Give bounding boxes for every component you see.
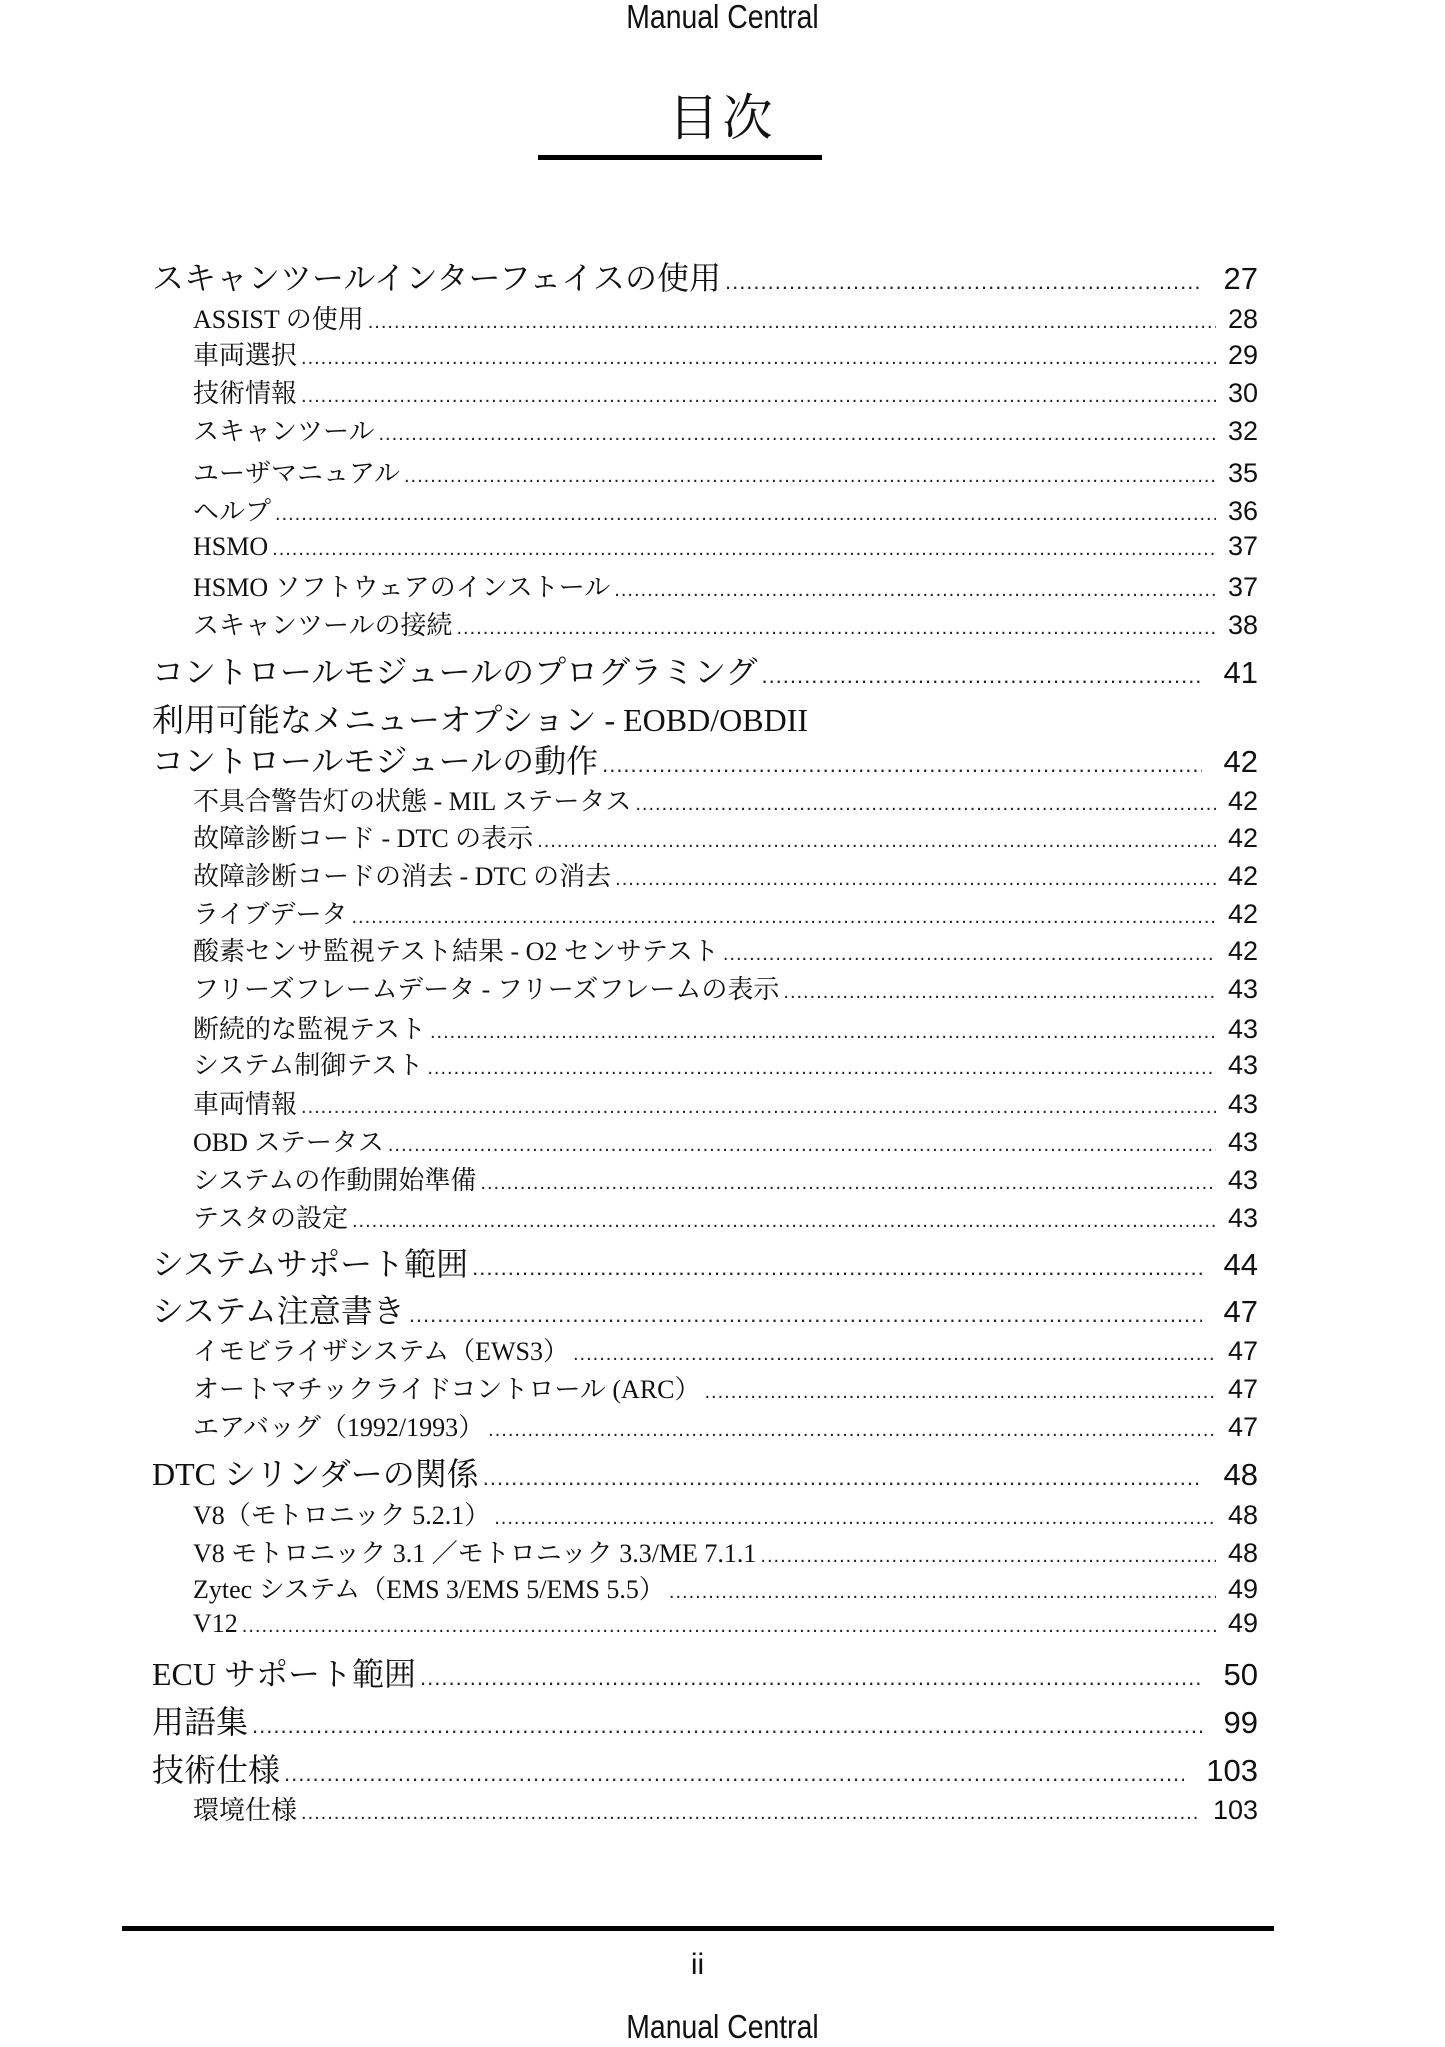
dot-leader <box>602 745 1201 785</box>
toc-entry-label: ECU サポート範囲 <box>152 1656 417 1692</box>
dot-leader <box>378 417 1215 451</box>
dot-leader <box>409 1295 1202 1335</box>
toc-entry-label: 技術仕様 <box>152 1752 281 1788</box>
dot-leader <box>252 1706 1202 1746</box>
dot-leader <box>351 900 1216 934</box>
toc-entry-label: イモビライザシステム（EWS3） <box>193 1337 569 1366</box>
toc-entry-page: 103 <box>1206 1753 1258 1788</box>
toc-entry-label: Zytec システム（EMS 3/EMS 5/EMS 5.5） <box>193 1575 665 1604</box>
toc-entry-page: 43 <box>1227 1089 1258 1119</box>
toc-entry-page: 42 <box>1227 861 1258 891</box>
toc-entry[interactable] <box>193 1606 1258 1640</box>
dot-leader <box>420 1658 1202 1698</box>
toc-entry[interactable] <box>193 784 1258 818</box>
toc-entry-page: 47 <box>1227 1412 1258 1442</box>
toc-entry-page: 43 <box>1227 1014 1258 1044</box>
toc-entry-page: 49 <box>1227 1608 1258 1638</box>
dot-leader <box>705 1375 1216 1409</box>
dot-leader <box>480 1166 1216 1200</box>
dot-leader <box>368 305 1216 339</box>
toc-entry-page: 36 <box>1227 496 1258 526</box>
toc-entry[interactable] <box>193 1201 1258 1235</box>
toc-entry-page: 44 <box>1223 1247 1258 1282</box>
dot-leader <box>404 459 1216 493</box>
toc-entry-label: 故障診断コードの消去 - DTC の消去 <box>193 862 612 891</box>
dot-leader <box>761 656 1201 696</box>
toc-entry-page: 41 <box>1223 655 1258 690</box>
toc-entry[interactable] <box>193 1572 1258 1606</box>
toc-entry-page: 30 <box>1227 378 1258 408</box>
toc-entry-label: 車両情報 <box>193 1090 298 1119</box>
page-footer-brand: Manual Central <box>626 2008 819 2045</box>
toc-entry-label: 環境仕様 <box>193 1796 298 1825</box>
toc-entry-page: 47 <box>1227 1374 1258 1404</box>
dot-leader <box>456 611 1215 645</box>
toc-entry[interactable] <box>193 494 1258 528</box>
toc-entry-label: V8 モトロニック 3.1 ／モトロニック 3.3/ME 7.1.1 <box>193 1539 757 1568</box>
toc-entry[interactable] <box>152 1702 1258 1742</box>
toc-entry[interactable] <box>152 741 1258 781</box>
dot-leader <box>494 1501 1216 1535</box>
toc-entry-page: 43 <box>1227 1203 1258 1233</box>
toc-entry-label: テスタの設定 <box>193 1204 348 1233</box>
toc-entry-label: DTC シリンダーの関係 <box>152 1456 479 1492</box>
dot-leader <box>783 975 1216 1009</box>
toc-entry[interactable] <box>193 456 1258 490</box>
dot-leader <box>635 787 1216 821</box>
dot-leader <box>427 1051 1216 1085</box>
toc-entry-label: 利用可能なメニューオプション - EOBD/OBDII <box>152 702 809 738</box>
toc-entry[interactable] <box>193 972 1258 1006</box>
dot-leader <box>275 497 1216 531</box>
toc-entry-label: 技術情報 <box>193 379 298 408</box>
toc-entry[interactable] <box>152 700 1258 740</box>
toc-entry[interactable] <box>193 338 1258 372</box>
toc-title: 目次 <box>668 89 777 147</box>
toc-entry[interactable] <box>193 1793 1258 1827</box>
toc-entry[interactable] <box>193 414 1258 448</box>
toc-entry-page: 29 <box>1227 340 1258 370</box>
dot-leader <box>483 1458 1202 1498</box>
toc-entry-label: フリーズフレームデータ - フリーズフレームの表示 <box>193 975 780 1004</box>
dot-leader <box>760 1539 1216 1573</box>
toc-entry[interactable] <box>152 258 1258 298</box>
toc-entry[interactable] <box>193 897 1258 931</box>
toc-entry-label: コントロールモジュールの動作 <box>152 743 599 779</box>
toc-entry-label: 不具合警告灯の状態 - MIL ステータス <box>193 787 632 816</box>
toc-entry-label: システムの作動開始準備 <box>193 1166 477 1195</box>
toc-entry[interactable] <box>193 376 1258 410</box>
toc-entry[interactable] <box>152 1654 1258 1694</box>
toc-entry-page: 103 <box>1212 1795 1258 1825</box>
dot-leader <box>352 1204 1216 1238</box>
toc-entry-page: 47 <box>1227 1336 1258 1366</box>
toc-entry-label: ヘルプ <box>193 497 272 526</box>
toc-entry[interactable] <box>193 1125 1258 1159</box>
dot-leader <box>272 532 1216 566</box>
toc-entry[interactable] <box>193 1536 1258 1570</box>
dot-leader <box>388 1128 1216 1162</box>
toc-entry-label: HSMO ソフトウェアのインストール <box>193 573 611 602</box>
toc-entry-page: 38 <box>1227 610 1258 640</box>
toc-entry[interactable] <box>193 570 1258 604</box>
toc-entry[interactable] <box>152 1454 1258 1494</box>
dot-leader <box>615 862 1216 896</box>
toc-entry-page: 48 <box>1227 1500 1258 1530</box>
toc-entry-label: 故障診断コード - DTC の表示 <box>193 824 534 853</box>
toc-entry-page: 43 <box>1227 1050 1258 1080</box>
dot-leader <box>669 1575 1216 1609</box>
toc-entry-page: 42 <box>1227 936 1258 966</box>
toc-entry-page: 48 <box>1227 1538 1258 1568</box>
toc-entry-page: 43 <box>1227 1165 1258 1195</box>
toc-entry-label: コントロールモジュールのプログラミング <box>152 654 758 690</box>
dot-leader <box>284 1754 1184 1794</box>
toc-entry-page: 43 <box>1227 974 1258 1004</box>
toc-entry-label: システム注意書き <box>152 1293 405 1329</box>
dot-leader <box>614 573 1216 607</box>
toc-entry-label: システム制御テスト <box>193 1051 424 1080</box>
toc-entry[interactable] <box>193 821 1258 855</box>
toc-entry[interactable] <box>193 529 1258 563</box>
toc-entry-label: HSMO <box>193 532 269 561</box>
dot-leader <box>242 1609 1216 1643</box>
toc-entry-label: ASSIST の使用 <box>193 305 364 334</box>
toc-entry[interactable] <box>193 1048 1258 1082</box>
toc-entry-page: 49 <box>1227 1574 1258 1604</box>
toc-entry[interactable] <box>193 608 1258 642</box>
toc-entry-label: スキャンツールインターフェイスの使用 <box>152 260 721 296</box>
toc-entry[interactable] <box>193 1012 1258 1046</box>
page-header-brand: Manual Central <box>626 0 819 35</box>
toc-entry-label: スキャンツールの接続 <box>193 611 453 640</box>
toc-entry[interactable] <box>193 859 1258 893</box>
toc-entry-page: 37 <box>1227 572 1258 602</box>
toc-entry-page: 47 <box>1223 1294 1258 1329</box>
toc-entry[interactable] <box>193 1410 1258 1444</box>
toc-entry[interactable] <box>193 302 1258 336</box>
dot-leader <box>301 1090 1216 1124</box>
dot-leader <box>573 1337 1216 1371</box>
toc-entry-label: 酸素センサ監視テスト結果 - O2 センサテスト <box>193 937 719 966</box>
dot-leader <box>488 1413 1216 1447</box>
toc-entry[interactable] <box>152 652 1258 692</box>
toc-entry-page: 32 <box>1227 416 1258 446</box>
dot-leader <box>723 937 1216 971</box>
toc-entry[interactable] <box>193 934 1258 968</box>
toc-entry-label: スキャンツール <box>193 417 375 446</box>
toc-entry[interactable] <box>193 1334 1258 1368</box>
toc-entry[interactable] <box>152 1291 1258 1331</box>
toc-entry-label: ユーザマニュアル <box>193 459 400 488</box>
toc-entry[interactable] <box>193 1087 1258 1121</box>
toc-entry-page: 28 <box>1227 304 1258 334</box>
dot-leader <box>472 1248 1201 1288</box>
dot-leader <box>301 1796 1201 1830</box>
toc-entry-label: エアバッグ（1992/1993） <box>193 1413 485 1442</box>
toc-entry[interactable] <box>152 1244 1258 1284</box>
toc-entry-page: 42 <box>1227 786 1258 816</box>
toc-entry[interactable] <box>152 1750 1258 1790</box>
toc-entry-page: 37 <box>1227 531 1258 561</box>
page-number: ii <box>690 1948 705 1981</box>
dot-leader <box>430 1015 1216 1049</box>
toc-entry-label: 車両選択 <box>193 341 298 370</box>
toc-entry-page: 42 <box>1223 744 1258 779</box>
dot-leader <box>537 824 1216 858</box>
toc-entry-label: V8（モトロニック 5.2.1） <box>193 1501 491 1530</box>
toc-entry-page: 50 <box>1223 1657 1258 1692</box>
toc-entry-page: 43 <box>1227 1127 1258 1157</box>
toc-entry-page: 35 <box>1227 458 1258 488</box>
toc-entry-label: システムサポート範囲 <box>152 1246 469 1282</box>
toc-entry[interactable] <box>193 1163 1258 1197</box>
toc-entry[interactable] <box>193 1498 1258 1532</box>
toc-entry-label: OBD ステータス <box>193 1128 384 1157</box>
toc-entry-label: オートマチックライドコントロール (ARC） <box>193 1375 701 1404</box>
toc-entry-page: 42 <box>1227 899 1258 929</box>
dot-leader <box>725 262 1202 302</box>
footer-rule <box>122 1926 1274 1931</box>
toc-entry[interactable] <box>193 1372 1258 1406</box>
toc-entry-page: 99 <box>1223 1705 1258 1740</box>
toc-entry-label: ライブデータ <box>193 900 348 929</box>
toc-entry-label: V12 <box>193 1609 238 1638</box>
toc-entry-page: 42 <box>1227 823 1258 853</box>
dot-leader <box>301 379 1216 413</box>
toc-entry-label: 用語集 <box>152 1704 249 1740</box>
dot-leader <box>301 341 1216 375</box>
toc-entry-label: 断続的な監視テスト <box>193 1015 426 1044</box>
toc-entry-page: 27 <box>1223 261 1258 296</box>
toc-entry-page: 48 <box>1223 1457 1258 1492</box>
